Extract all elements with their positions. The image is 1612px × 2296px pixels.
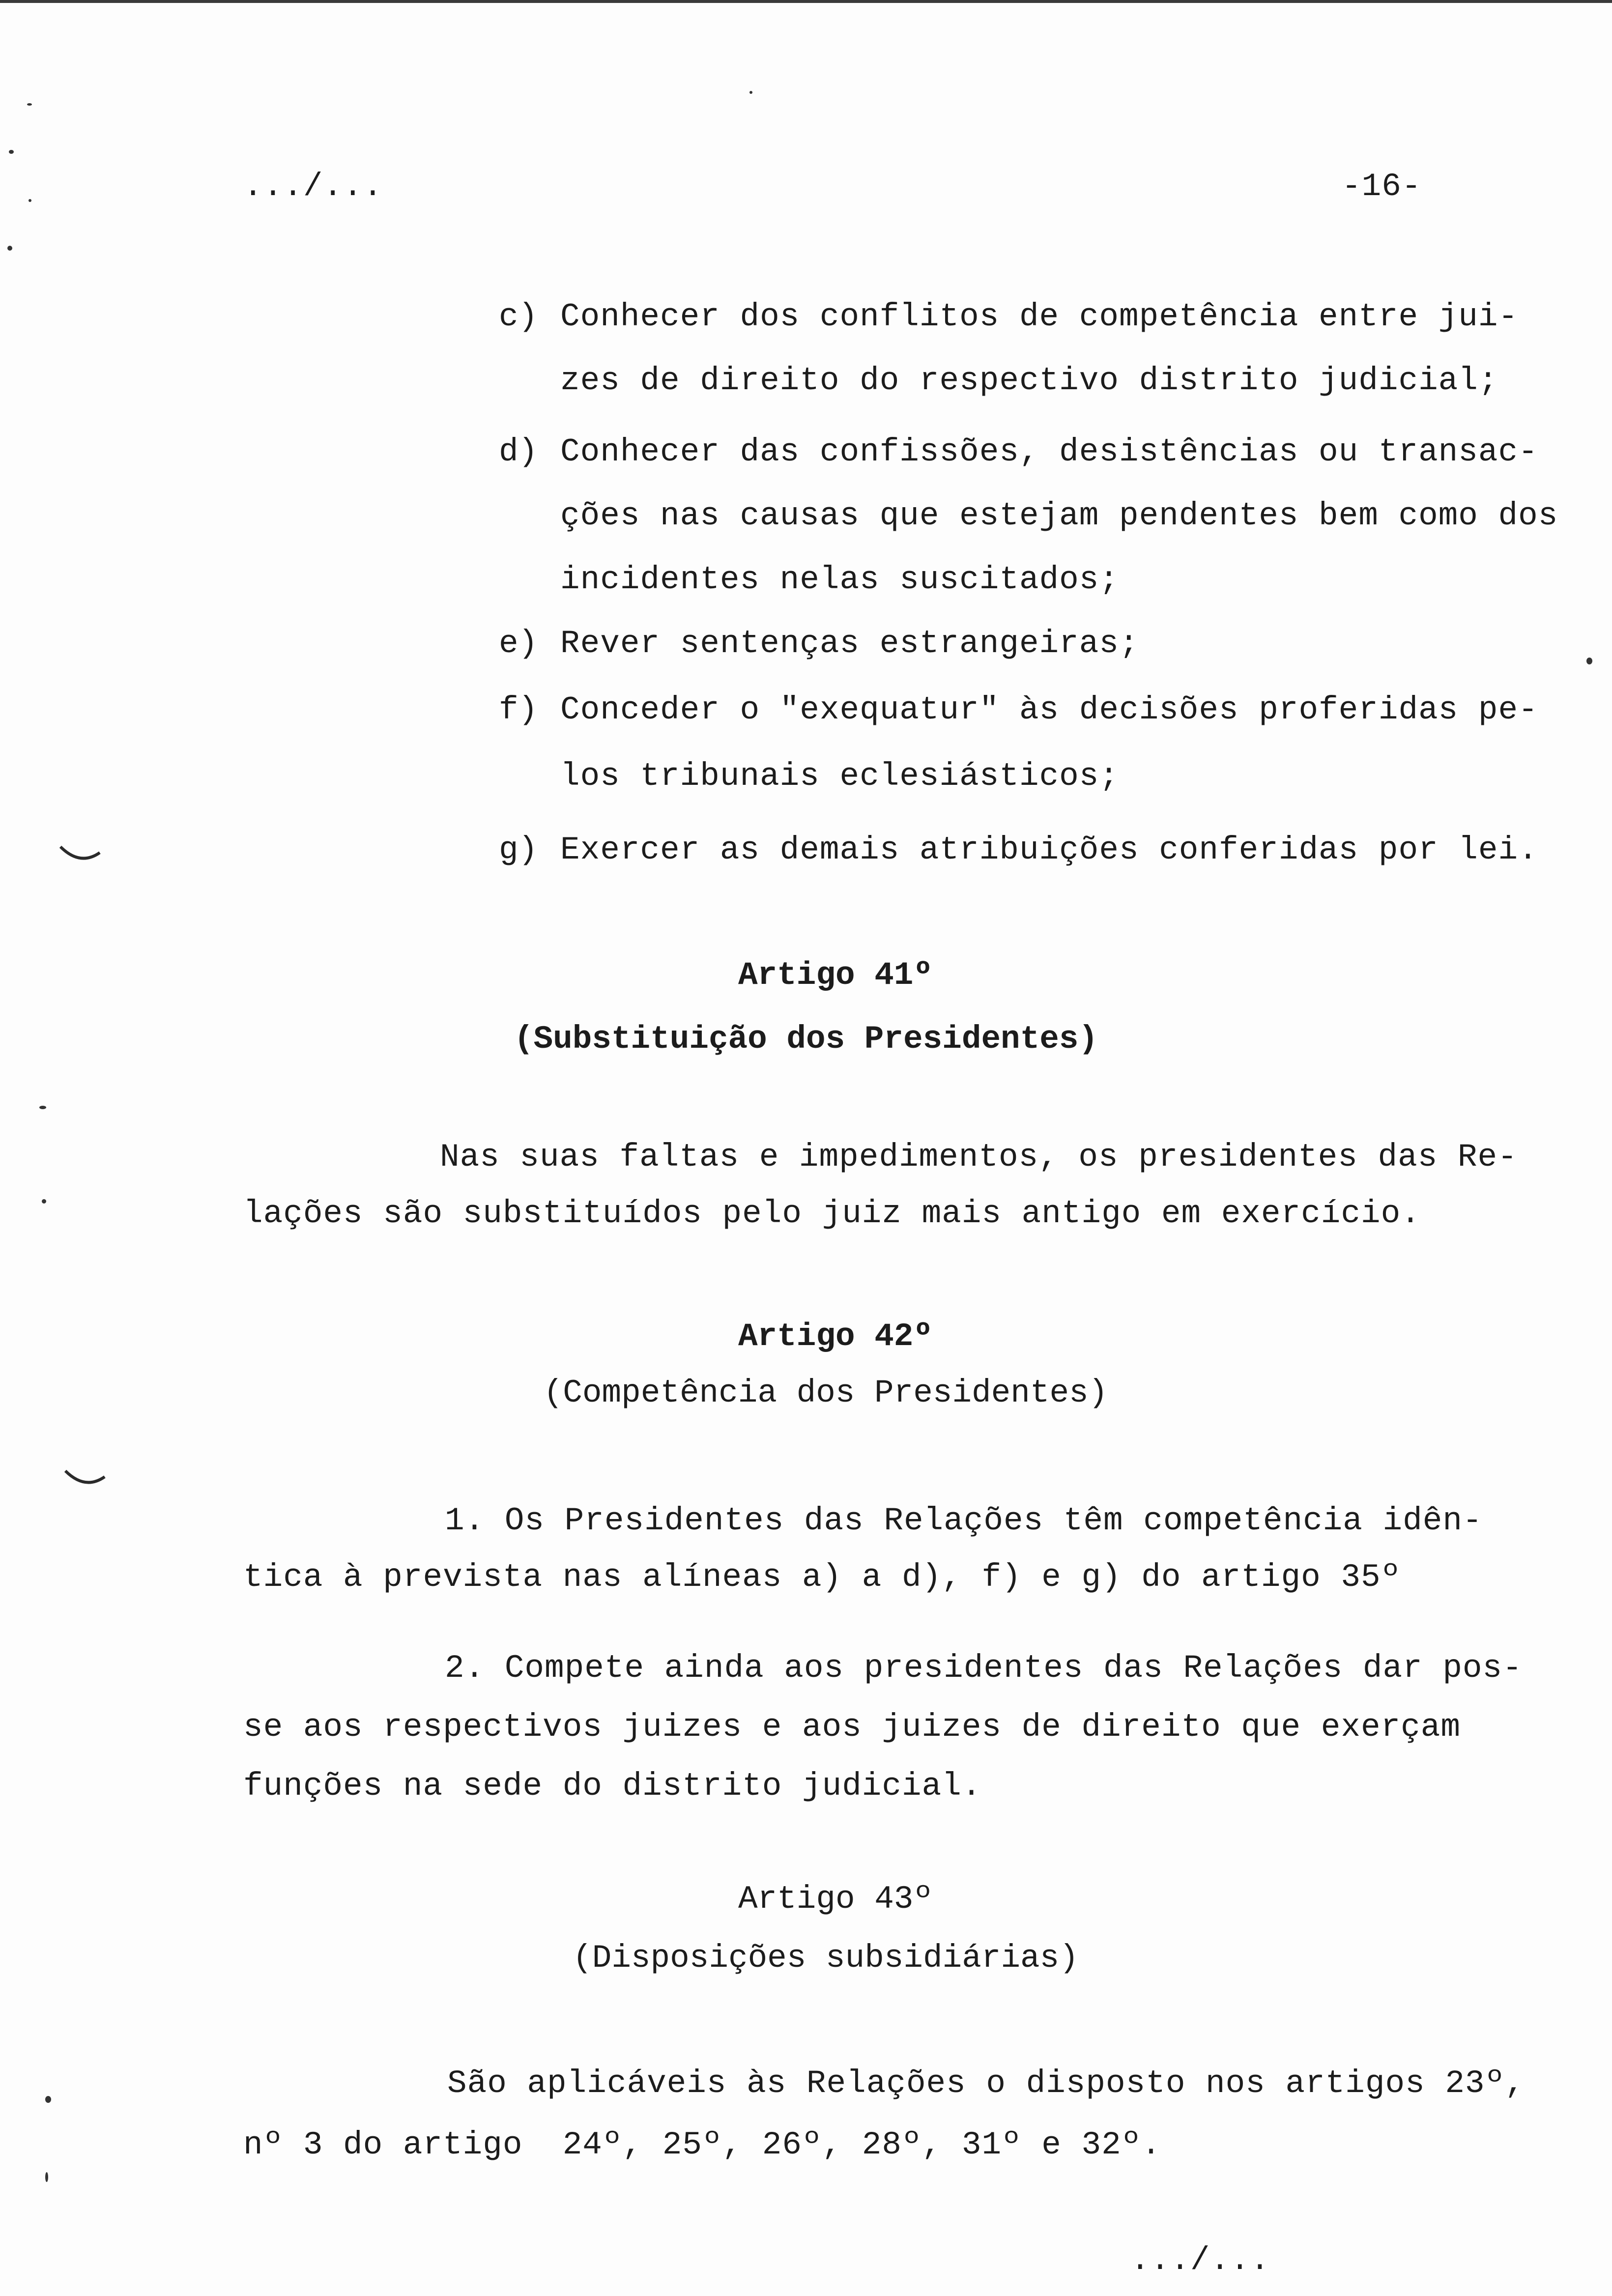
list-label: d) [499,433,538,470]
article-42-para2-line: 2. Compete ainda aos presidentes das Relações dar pos- [445,1650,1523,1687]
list-line: Rever sentenças estrangeiras; [560,625,1139,662]
article-43-body-line: nº 3 do artigo 24º, 25º, 26º, 28º, 31º e 32º. [243,2126,1161,2163]
scan-speck [27,103,32,106]
article-43-body-line: São aplicáveis às Relações o disposto nos artigos 23º, [447,2065,1525,2102]
list-line: incidentes nelas suscitados; [560,561,1119,598]
list-label: e) [499,625,538,662]
list-line: ções nas causas que estejam pendentes bem como dos [560,497,1558,534]
scan-speck [39,1106,46,1109]
article-41-body-line: Nas suas faltas e impedimentos, os presidentes das Re- [440,1139,1518,1176]
page-number: -16- [1342,168,1422,205]
list-line: Conhecer dos conflitos de competência entre jui- [560,298,1519,335]
list-line: Exercer as demais atribuições conferidas por lei. [560,832,1538,868]
scan-speck [749,91,752,94]
article-42-subtitle: (Competência dos Presidentes) [543,1375,1108,1411]
continuation-mark-bottom: .../... [1130,2242,1270,2279]
article-42-para1-line: tica à prevista nas alíneas a) a d), f) e g) do artigo 35º [243,1559,1401,1596]
margin-curve-mark [58,843,102,867]
article-41-title: Artigo 41º [738,957,933,994]
scan-speck [7,246,12,251]
list-line: los tribunais eclesiásticos; [560,758,1119,795]
article-43-title: Artigo 43º [738,1881,933,1918]
scan-speck [45,2096,51,2103]
top-border-line [0,0,1612,3]
article-42-para2-line: se aos respectivos juizes e aos juizes de direito que exerçam [243,1709,1461,1746]
list-label: c) [499,298,538,335]
article-41-body-line: lações são substituídos pelo juiz mais antigo em exercício. [243,1195,1421,1232]
scan-speck [42,1199,46,1204]
list-label: g) [499,832,538,868]
scan-speck [45,2172,48,2182]
list-line: zes de direito do respectivo distrito judicial; [560,362,1498,399]
article-42-title: Artigo 42º [738,1318,933,1355]
article-41-subtitle: (Substituição dos Presidentes) [514,1021,1098,1058]
list-label: f) [499,691,538,728]
continuation-mark-top: .../... [243,168,383,205]
article-42-para1-line: 1. Os Presidentes das Relações têm competência idên- [445,1502,1483,1539]
article-43-subtitle: (Disposições subsidiárias) [573,1940,1079,1977]
list-line: Conceder o "exequatur" às decisões proferidas pe- [560,691,1538,728]
margin-curve-mark [63,1467,107,1492]
scan-speck [9,150,14,154]
article-42-para2-line: funções na sede do distrito judicial. [243,1768,982,1805]
scan-speck [29,199,31,202]
list-line: Conhecer das confissões, desistências ou transac- [560,433,1538,470]
scan-speck [1586,658,1592,664]
